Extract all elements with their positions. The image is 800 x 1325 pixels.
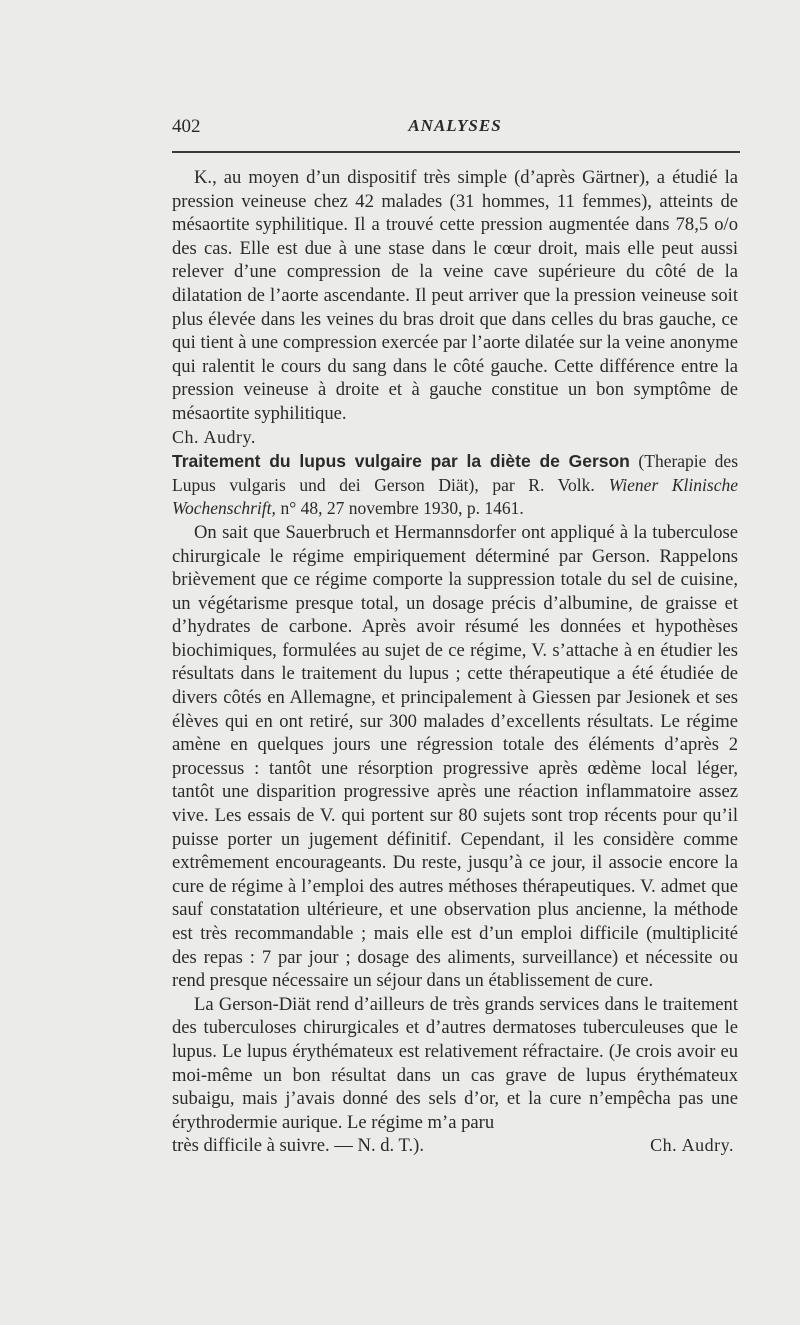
previous-article-paragraph: K., au moyen d’un dispositif très simple (d’après Gärtner), a étudié la pression veineuse chez 42 malades (31 hommes, 11 femmes), atteints de mésaortite syphilitique. Il a trouvé cette pression augmentée dans 78,5 o/o des cas. Elle est due à une stase dans le cœur droit, mais elle peut aussi relever d’une compression de la veine cave supérieure du côté de la dilatation de l’aorte ascendante. Il peut arriver que la pression veineuse soit plus élevée dans les veines du bras droit que dans celles du bras gauche, ce qui tient à une compression exercée par l’aorte dilatée sur la veine anonyme qui ralentit le cours du sang dans le côté gauche. Cette différence entre la pression veineuse à droite et à gauche constitue un bon symptôme de mésaortite syphilitique. <box>172 167 738 424</box>
previous-article-signature <box>172 426 738 451</box>
article-signature <box>650 1134 734 1159</box>
article-paragraph-1: On sait que Sauerbruch et Hermannsdorfer ont appliqué à la tuberculose chirurgicale le régime empiriquement déterminé par Gerson. Rappelons brièvement que ce régime comporte la suppression totale du sel de cuisine, un végétarisme presque total, un dosage précis d’albumine, de graisse et d’hydrates de carbone. Après avoir résumé les données et hypothèses biochimiques, formulées au sujet de ce régime, V. s’attache à en étudier les résultats dans le traitement du lupus ; cette thérapeutique a été étudiée de divers côtés en Allemagne, et principalement à Giessen par Jesionek et ses élèves qui en ont retiré, sur 300 malades d’excellents résultats. Le régime amène en quelques jours une régression totale des éléments d’après 2 processus : tantôt une résorption progressive après œdème local léger, tantôt une disparition progressive après une réaction inflammatoire assez vive. Les essais de V. qui portent sur 80 sujets sont trop récents pour qu’il puisse porter un jugement définitif. Cependant, il les considère comme extrêmement encourageants. Du reste, jusqu’à ce jour, il associe encore la cure de régime à l’emploi des autres méthoses thérapeutiques. V. admet que sauf constatation ultérieure, et une observation plus ancienne, la méthode est très recommandable ; mais elle est d’un emploi difficile (multiplicité des repas : 7 par jour ; dosage des aliments, surveillance) et nécessite ou rend presque nécessaire un séjour dans un établissement de cure. <box>172 521 738 992</box>
article-citation: n° 48, 27 novembre 1930, p. 1461. <box>280 498 524 519</box>
signature-name: Audry. <box>203 426 256 447</box>
signature-initial: Ch. <box>650 1135 678 1156</box>
body-text <box>172 166 738 1159</box>
article-final-line <box>172 1134 738 1158</box>
header-rule <box>172 151 740 153</box>
signature-initial: Ch. <box>172 426 200 447</box>
article-paragraph-2 <box>172 993 738 1135</box>
article-meta: (Therapie des Lupus vulgaris und dei Gerson Diät), par R. Volk. <box>172 451 739 495</box>
article-source: Wiener Klinische Wochenschrift, <box>172 474 738 519</box>
page-number: 402 <box>172 116 201 137</box>
article-paragraph-2-end: très difficile à suivre. — N. d. T.). <box>172 1135 424 1157</box>
article-paragraph-2-text: La Gerson-Diät rend d’ailleurs de très grands services dans le traitement des tuberculoses chirurgicales et d’autres dermatoses tuberculeuses que le lupus. Le lupus érythémateux est relativement réfractaire. (Je crois avoir eu moi-même un bon résultat dans un cas grave de lupus érythémateux subaigu, mais j’avais donné des sels d’or, et la cure n’empêcha pas une érythrodermie aurique. Le régime m’a paru <box>172 993 738 1133</box>
running-head <box>172 116 738 140</box>
signature-name: Audry. <box>681 1135 734 1156</box>
article-title: Traitement du lupus vulgaire par la diète de Gerson <box>172 451 630 472</box>
article-heading <box>172 450 738 521</box>
running-title: ANALYSES <box>408 116 502 135</box>
